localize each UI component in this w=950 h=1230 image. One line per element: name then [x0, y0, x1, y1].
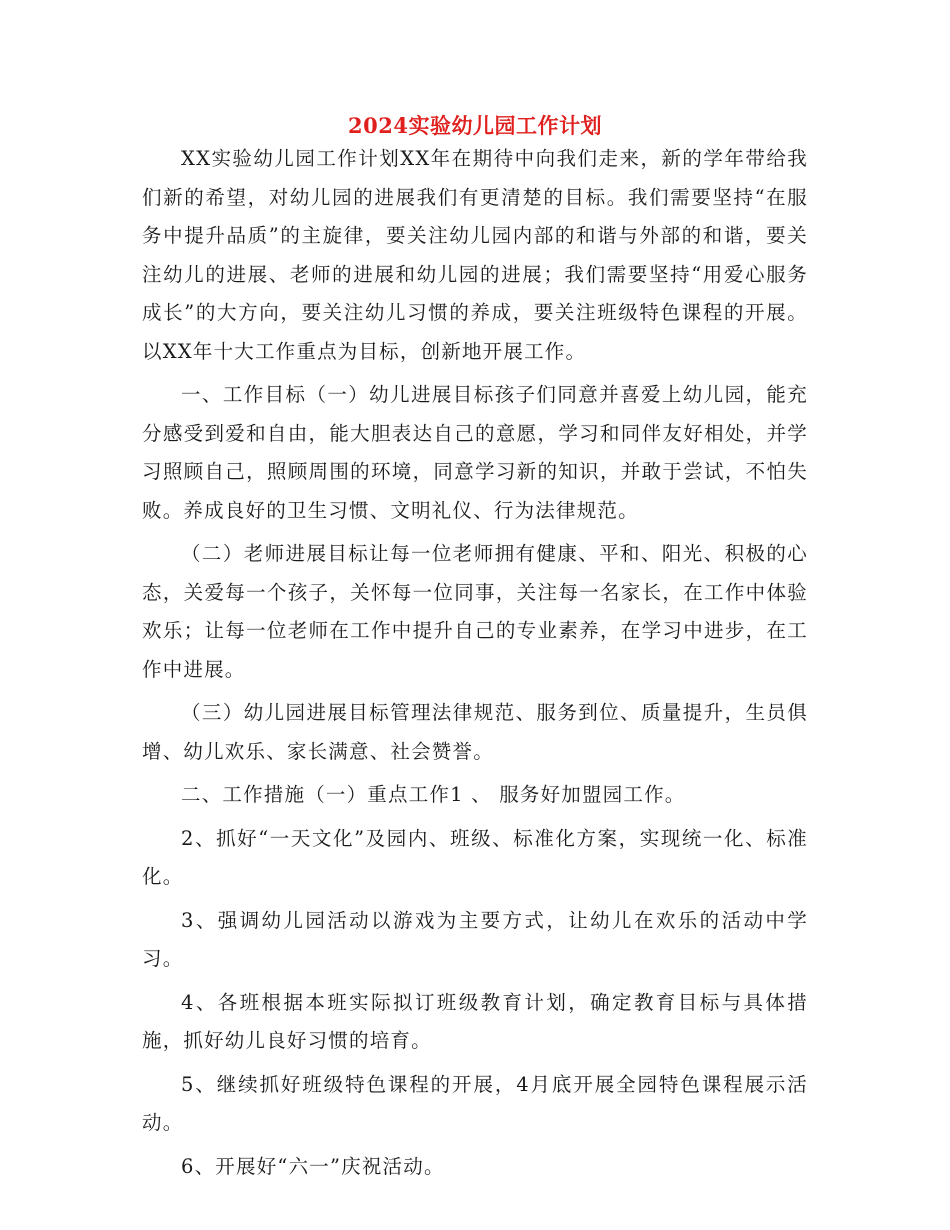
- paragraph-item-3: 3、强调幼儿园活动以游戏为主要方式，让幼儿在欢乐的活动中学习。: [142, 908, 808, 970]
- paragraph-teacher-goals: （二）老师进展目标让每一位老师拥有健康、平和、阳光、积极的心态，关爱每一个孩子，关怀每一位同事，关注每一名家长，在工作中体验欢乐；让每一位老师在工作中提升自己的专业素养，在学习中进步，在工作中进展。: [142, 542, 808, 681]
- document-body: [142, 140, 808, 1186]
- paragraph-item-5: 5、继续抓好班级特色课程的开展，4月底开展全园特色课程展示活动。: [142, 1072, 808, 1134]
- paragraph-measures: 二、工作措施（一）重点工作1 、 服务好加盟园工作。: [181, 783, 686, 806]
- paragraph-item-2: 2、抓好“一天文化”及园内、班级、标准化方案，实现统一化、标准化。: [142, 826, 808, 888]
- paragraph-goals: 一、工作目标（一）幼儿进展目标孩子们同意并喜爱上幼儿园，能充分感受到爱和自由，能大胆表达自己的意愿，学习和同伴友好相处，并学习照顾自己，照顾周围的环境，同意学习新的知识，并敢于尝试，不怕失败。养成良好的卫生习惯、文明礼仪、行为法律规范。: [142, 383, 808, 522]
- paragraph-item-4: 4、各班根据本班实际拟订班级教育计划，确定教育目标与具体措施，抓好幼儿良好习惯的培育。: [142, 990, 808, 1052]
- paragraph-item-6: 6、开展好“六一”庆祝活动。: [181, 1154, 445, 1178]
- paragraph-intro: XX实验幼儿园工作计划XX年在期待中向我们走来，新的学年带给我们新的希望，对幼儿园的进展我们有更清楚的目标。我们需要坚持“在服务中提升品质”的主旋律，要关注幼儿园内部的和谐与外部的和谐，要关注幼儿的进展、老师的进展和幼儿园的进展；我们需要坚持“用爱心服务成长”的大方向，要关注幼儿习惯的养成，要关注班级特色课程的开展。以XX年十大工作重点为目标，创新地开展工作。: [142, 147, 808, 363]
- paragraph-kindergarten-goals: （三）幼儿园进展目标管理法律规范、服务到位、质量提升，生员俱增、幼儿欢乐、家长满意、社会赞誉。: [142, 701, 808, 763]
- document-title: 2024实验幼儿园工作计划: [348, 113, 602, 138]
